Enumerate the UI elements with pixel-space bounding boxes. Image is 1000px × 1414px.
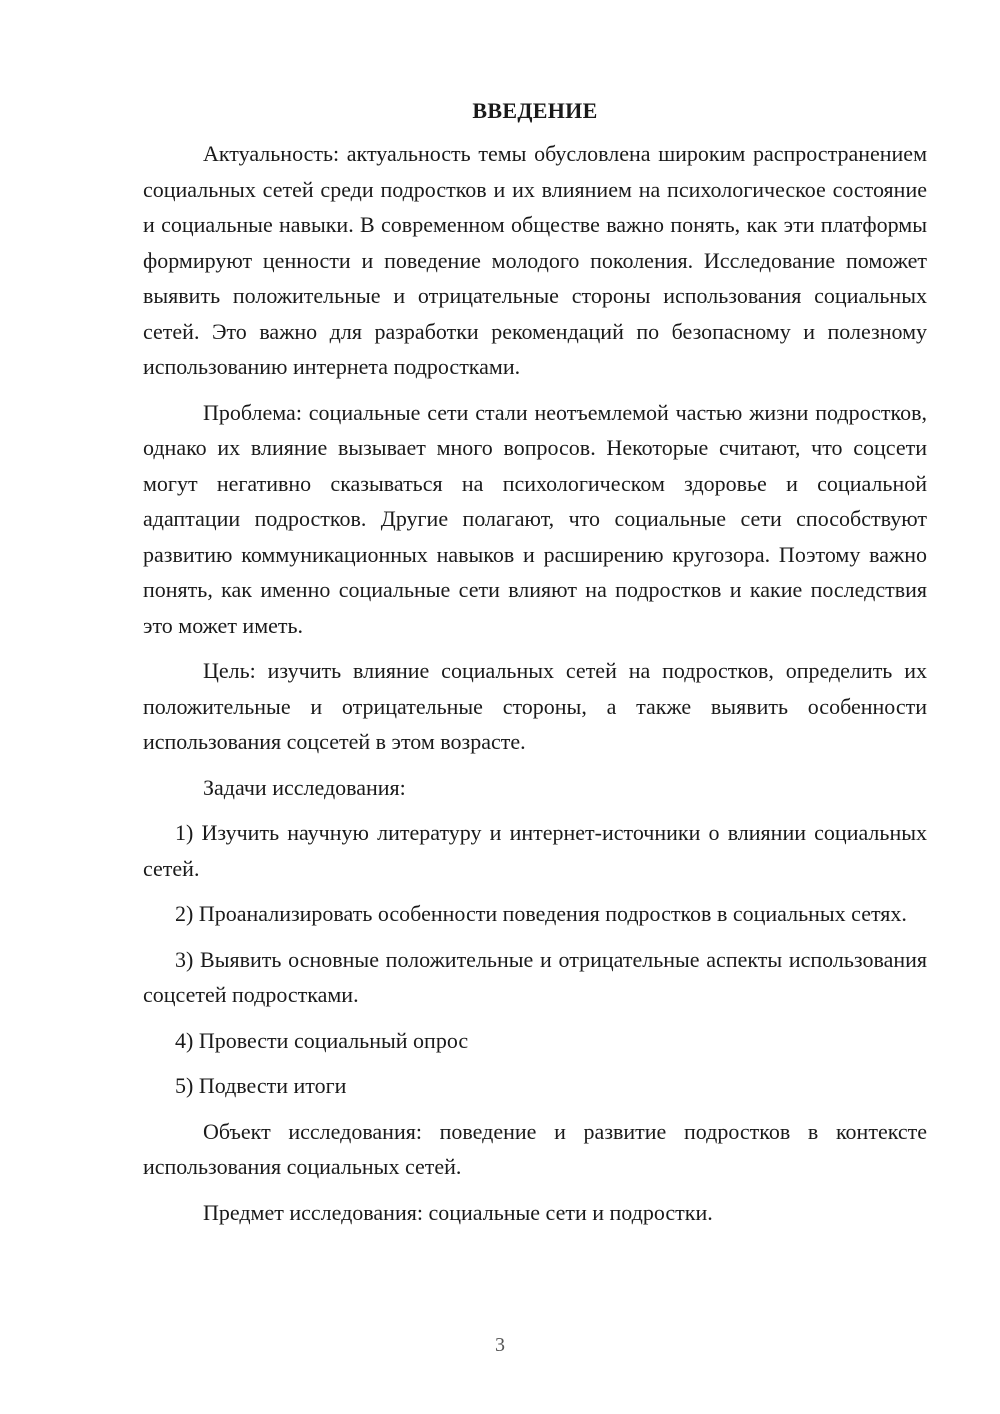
document-page: [143, 96, 927, 1230]
section-title: ВВЕДЕНИЕ: [472, 98, 598, 123]
subject-paragraph: Предмет исследования: социальные сети и подростки.: [203, 1199, 713, 1225]
problem-paragraph: Проблема: социальные сети стали неотъемлемой частью жизни подростков, однако их влияние вызывает много вопросов. Некоторые считают, что соцсети могут негативно сказываться на психологическом здоровье и социальной адаптации подростков. Другие полагают, что социальные сети способствуют развитию коммуникационных навыков и расширению кругозора. Поэтому важно понять, как именно социальные сети влияют на подростков и какие последствия это может иметь.: [143, 399, 927, 638]
relevance-paragraph: Актуальность: актуальность темы обусловлена широким распространением социальных сетей среди подростков и их влиянием на психологическое состояние и социальные навыки. В современном обществе важно понять, как эти платформы формируют ценности и поведение молодого поколения. Исследование поможет выявить положительные и отрицательные стороны использования социальных сетей. Это важно для разработки рекомендаций по безопасному и полезному использованию интернета подростками.: [143, 141, 927, 379]
task-item-3: 3) Выявить основные положительные и отрицательные аспекты использования соцсетей подростками.: [143, 946, 927, 1007]
task-item-1: 1) Изучить научную литературу и интернет-источники о влиянии социальных сетей.: [143, 820, 927, 881]
task-item-5: 5) Подвести итоги: [175, 1073, 347, 1098]
goal-paragraph: Цель: изучить влияние социальных сетей на подростков, определить их положительные и отрицательные стороны, а также выявить особенности использования соцсетей в этом возрасте.: [143, 658, 927, 754]
task-item-2: 2) Проанализировать особенности поведения подростков в социальных сетях.: [175, 901, 907, 926]
object-paragraph: Объект исследования: поведение и развитие подростков в контексте использования социальных сетей.: [143, 1118, 927, 1179]
tasks-heading: Задачи исследования:: [203, 774, 406, 800]
page-number: 3: [495, 1334, 505, 1356]
task-item-4: 4) Провести социальный опрос: [175, 1027, 469, 1053]
